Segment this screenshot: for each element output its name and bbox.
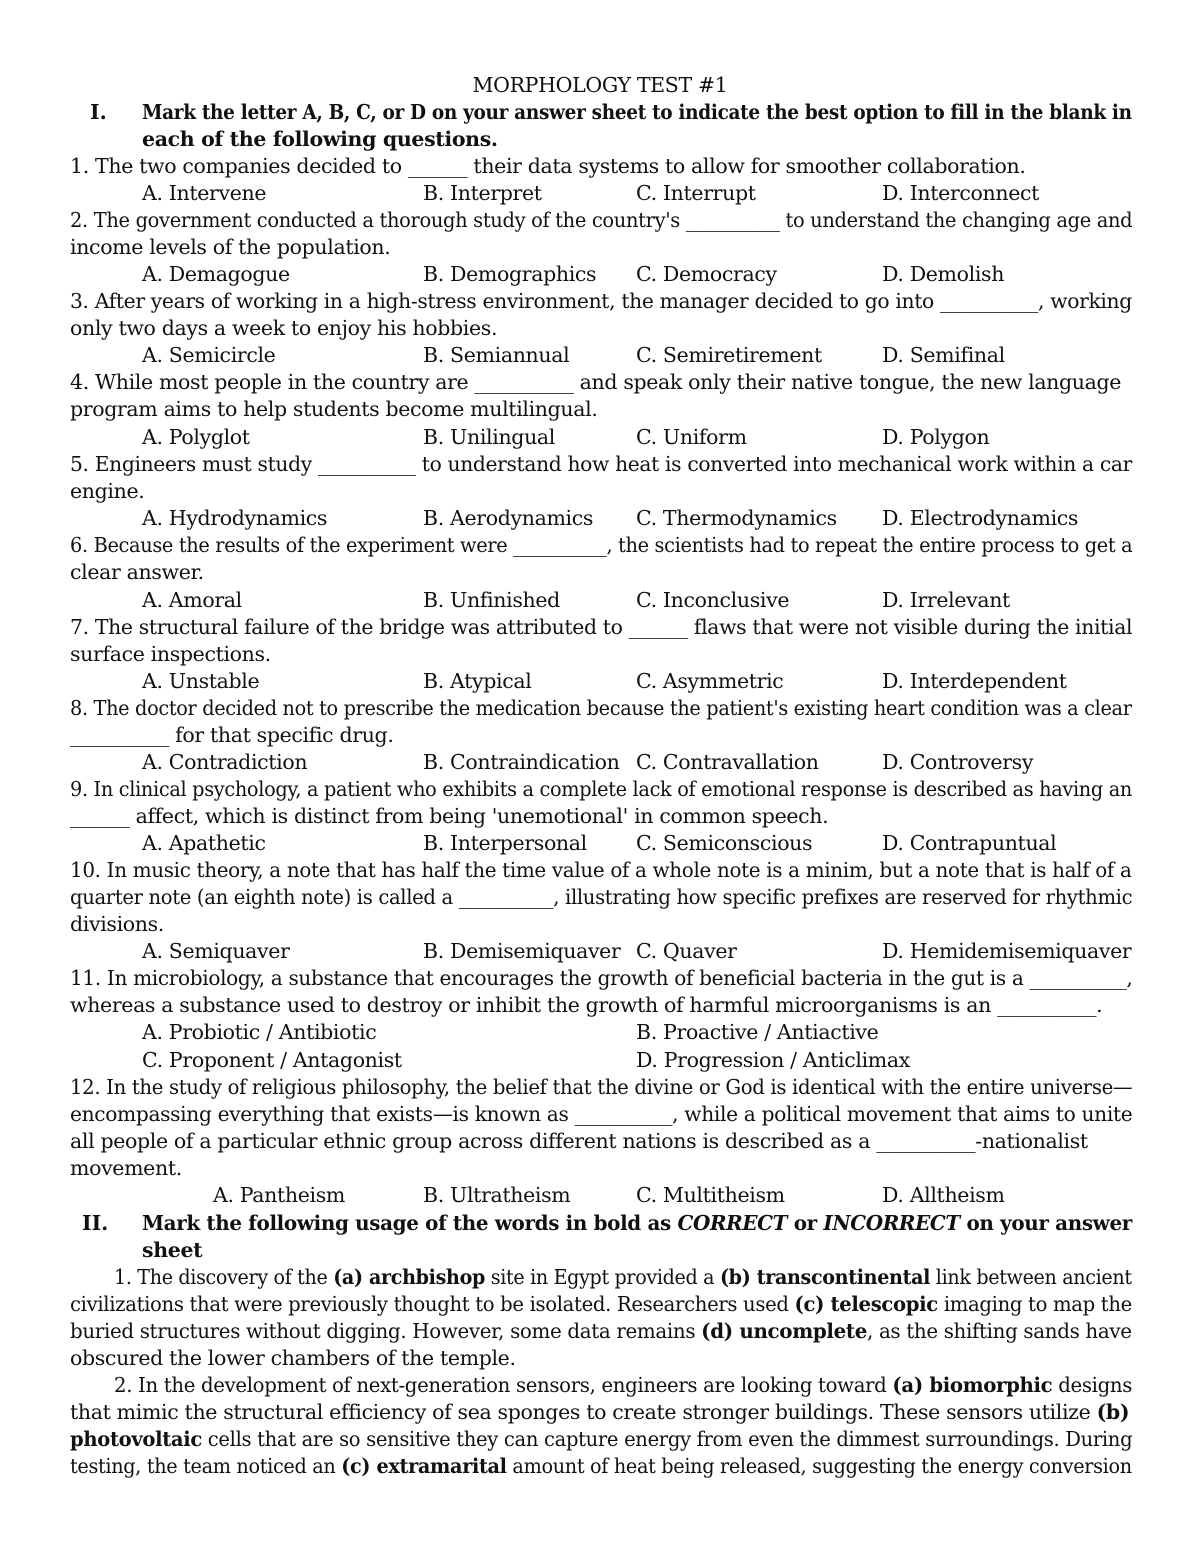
question-4-line-1: 4. While most people in the country are __________ and speak only their native tongue, the new language xyxy=(70,370,1122,394)
question-10-line-2: quarter note (an eighth note) is called a __________, illustrating how specific prefixes are reserved for rhythmic xyxy=(70,885,1133,909)
section2-incorrect-label: INCORRECT xyxy=(823,1211,960,1235)
q10-option-b: B. Demisemiquaver xyxy=(423,939,621,963)
question-9-line-2: ______ affect, which is distinct from being 'unemotional' in common speech. xyxy=(70,804,829,828)
q10-option-a: A. Semiquaver xyxy=(142,939,290,963)
passage-1-line-3 xyxy=(70,1318,1132,1345)
p1-text: link between ancient xyxy=(930,1265,1132,1289)
section2-instruction-post: on your answer xyxy=(959,1211,1132,1235)
question-9-line-1: 9. In clinical psychology, a patient who exhibits a complete lack of emotional response is described as having an xyxy=(70,777,1132,801)
q7-option-b: B. Atypical xyxy=(423,669,532,693)
question-12-line-3: all people of a particular ethnic group across different nations is described as a __________-nationalist xyxy=(70,1129,1088,1153)
section2-correct-label: CORRECT xyxy=(677,1211,788,1235)
q6-option-c: C. Inconclusive xyxy=(636,588,790,612)
passage-2-line-3 xyxy=(70,1426,1132,1453)
q4-option-b: B. Unilingual xyxy=(423,425,556,449)
p2-word-a: (a) biomorphic xyxy=(892,1373,1053,1397)
q3-option-c: C. Semiretirement xyxy=(636,343,822,367)
section2-instruction-line2: sheet xyxy=(142,1238,203,1262)
p1-text: site in Egypt provided a xyxy=(485,1265,720,1289)
p2-text: designs xyxy=(1052,1373,1133,1397)
section1-numeral: I. xyxy=(90,100,107,124)
passage-1-line-4: obscured the lower chambers of the temple. xyxy=(70,1346,516,1370)
p2-word-c: (c) extramarital xyxy=(341,1454,507,1478)
q4-option-c: C. Uniform xyxy=(636,425,747,449)
question-5-line-1: 5. Engineers must study __________ to understand how heat is converted into mechanical work within a car xyxy=(70,452,1132,476)
page-title: MORPHOLOGY TEST #1 xyxy=(472,73,728,97)
question-2-line-2: income levels of the population. xyxy=(70,235,391,259)
q12-option-a: A. Pantheism xyxy=(213,1183,346,1207)
q9-option-b: B. Interpersonal xyxy=(423,831,587,855)
question-5-line-2: engine. xyxy=(70,479,145,503)
question-12-line-4: movement. xyxy=(70,1156,182,1180)
section2-numeral: II. xyxy=(82,1211,109,1235)
q9-option-d: D. Contrapuntual xyxy=(882,831,1057,855)
p1-text: civilizations that were previously thought to be isolated. Researchers used xyxy=(70,1292,795,1316)
q11-option-c: C. Proponent / Antagonist xyxy=(142,1048,402,1072)
question-7-line-1: 7. The structural failure of the bridge was attributed to ______ flaws that were not visible during the initial xyxy=(70,615,1133,639)
p1-word-c: (c) telescopic xyxy=(794,1292,938,1316)
question-8-line-1: 8. The doctor decided not to prescribe the medication because the patient's existing heart condition was a clear xyxy=(70,696,1132,720)
q1-option-d: D. Interconnect xyxy=(882,181,1040,205)
question-10-line-1: 10. In music theory, a note that has half the time value of a whole note is a minim, but a note that is half of a xyxy=(70,858,1132,882)
question-6-line-1: 6. Because the results of the experiment were __________, the scientists had to repeat the entire process to get a xyxy=(70,533,1133,557)
q11-option-d: D. Progression / Anticlimax xyxy=(636,1048,910,1072)
q1-option-b: B. Interpret xyxy=(423,181,542,205)
passage-1-line-1 xyxy=(114,1264,1132,1291)
p1-word-a: (a) archbishop xyxy=(333,1265,486,1289)
q11-option-b: B. Proactive / Antiactive xyxy=(636,1020,879,1044)
q10-option-d: D. Hemidemisemiquaver xyxy=(882,939,1132,963)
q5-option-d: D. Electrodynamics xyxy=(882,506,1079,530)
question-2-line-1: 2. The government conducted a thorough study of the country's __________ to understand the changing age and xyxy=(70,208,1133,232)
q2-option-a: A. Demagogue xyxy=(142,262,290,286)
section1-instruction-line2: each of the following questions. xyxy=(142,127,498,151)
section2-instruction-line1 xyxy=(142,1210,1132,1237)
q9-option-a: A. Apathetic xyxy=(142,831,266,855)
question-12-line-1: 12. In the study of religious philosophy, the belief that the divine or God is identical with the entire universe— xyxy=(70,1075,1133,1099)
q3-option-d: D. Semifinal xyxy=(882,343,1005,367)
q7-option-a: A. Unstable xyxy=(142,669,260,693)
question-1-line-1: 1. The two companies decided to ______ their data systems to allow for smoother collaboration. xyxy=(70,154,1026,178)
section1-instruction-line1: Mark the letter A, B, C, or D on your answer sheet to indicate the best option to fill in the blank in xyxy=(142,100,1132,124)
p2-text: testing, the team noticed an xyxy=(70,1454,342,1478)
section2-instruction-pre: Mark the following usage of the words in bold as xyxy=(142,1211,678,1235)
passage-2-line-1 xyxy=(114,1372,1132,1399)
p2-text: cells that are so sensitive they can capture energy from even the dimmest surroundings. During xyxy=(201,1427,1133,1451)
q1-option-a: A. Intervene xyxy=(142,181,267,205)
q8-option-d: D. Controversy xyxy=(882,750,1034,774)
question-4-line-2: program aims to help students become multilingual. xyxy=(70,397,598,421)
p2-text: 2. In the development of next-generation sensors, engineers are looking toward xyxy=(114,1373,893,1397)
q5-option-a: A. Hydrodynamics xyxy=(142,506,328,530)
passage-1-line-2 xyxy=(70,1291,1132,1318)
q3-option-a: A. Semicircle xyxy=(142,343,276,367)
q5-option-c: C. Thermodynamics xyxy=(636,506,837,530)
p2-word-b: photovoltaic xyxy=(70,1427,202,1451)
q8-option-c: C. Contravallation xyxy=(636,750,819,774)
q8-option-a: A. Contradiction xyxy=(142,750,308,774)
section2-instruction-or: or xyxy=(787,1211,824,1235)
p1-text: , as the shifting sands have xyxy=(867,1319,1132,1343)
q5-option-b: B. Aerodynamics xyxy=(423,506,594,530)
q12-option-d: D. Alltheism xyxy=(882,1183,1005,1207)
p2-text: amount of heat being released, suggesting the energy conversion xyxy=(506,1454,1132,1478)
passage-2-line-4 xyxy=(70,1453,1132,1480)
p1-word-d: (d) uncomplete xyxy=(701,1319,868,1343)
p1-word-b: (b) transcontinental xyxy=(719,1265,931,1289)
question-8-line-2: __________ for that specific drug. xyxy=(70,723,394,747)
question-3-line-2: only two days a week to enjoy his hobbies. xyxy=(70,316,498,340)
question-12-line-2: encompassing everything that exists—is known as __________, while a political movement that aims to unite xyxy=(70,1102,1133,1126)
q1-option-c: C. Interrupt xyxy=(636,181,756,205)
q10-option-c: C. Quaver xyxy=(636,939,737,963)
q2-option-d: D. Demolish xyxy=(882,262,1005,286)
question-11-line-1: 11. In microbiology, a substance that encourages the growth of beneficial bacteria in the gut is a __________, xyxy=(70,966,1133,990)
question-3-line-1: 3. After years of working in a high-stress environment, the manager decided to go into __________, working xyxy=(70,289,1132,313)
q11-option-a: A. Probiotic / Antibiotic xyxy=(142,1020,377,1044)
q2-option-c: C. Democracy xyxy=(636,262,777,286)
q7-option-d: D. Interdependent xyxy=(882,669,1067,693)
q9-option-c: C. Semiconscious xyxy=(636,831,813,855)
q12-option-b: B. Ultratheism xyxy=(423,1183,571,1207)
question-10-line-3: divisions. xyxy=(70,912,164,936)
p1-text: buried structures without digging. However, some data remains xyxy=(70,1319,702,1343)
q4-option-d: D. Polygon xyxy=(882,425,990,449)
q2-option-b: B. Demographics xyxy=(423,262,597,286)
p1-text: imaging to map the xyxy=(937,1292,1132,1316)
q6-option-b: B. Unfinished xyxy=(423,588,560,612)
q12-option-c: C. Multitheism xyxy=(636,1183,785,1207)
q7-option-c: C. Asymmetric xyxy=(636,669,784,693)
question-6-line-2: clear answer. xyxy=(70,560,204,584)
q8-option-b: B. Contraindication xyxy=(423,750,620,774)
q6-option-d: D. Irrelevant xyxy=(882,588,1010,612)
q4-option-a: A. Polyglot xyxy=(142,425,250,449)
passage-2-line-2 xyxy=(70,1399,1129,1426)
question-11-line-2: whereas a substance used to destroy or inhibit the growth of harmful microorganisms is an __________. xyxy=(70,993,1103,1017)
p2-word-b-marker: (b) xyxy=(1096,1400,1130,1424)
q3-option-b: B. Semiannual xyxy=(423,343,570,367)
p2-text: that mimic the structural efficiency of sea sponges to create stronger buildings. These sensors utilize xyxy=(70,1400,1097,1424)
q6-option-a: A. Amoral xyxy=(142,588,242,612)
question-7-line-2: surface inspections. xyxy=(70,642,271,666)
p1-text: 1. The discovery of the xyxy=(114,1265,334,1289)
